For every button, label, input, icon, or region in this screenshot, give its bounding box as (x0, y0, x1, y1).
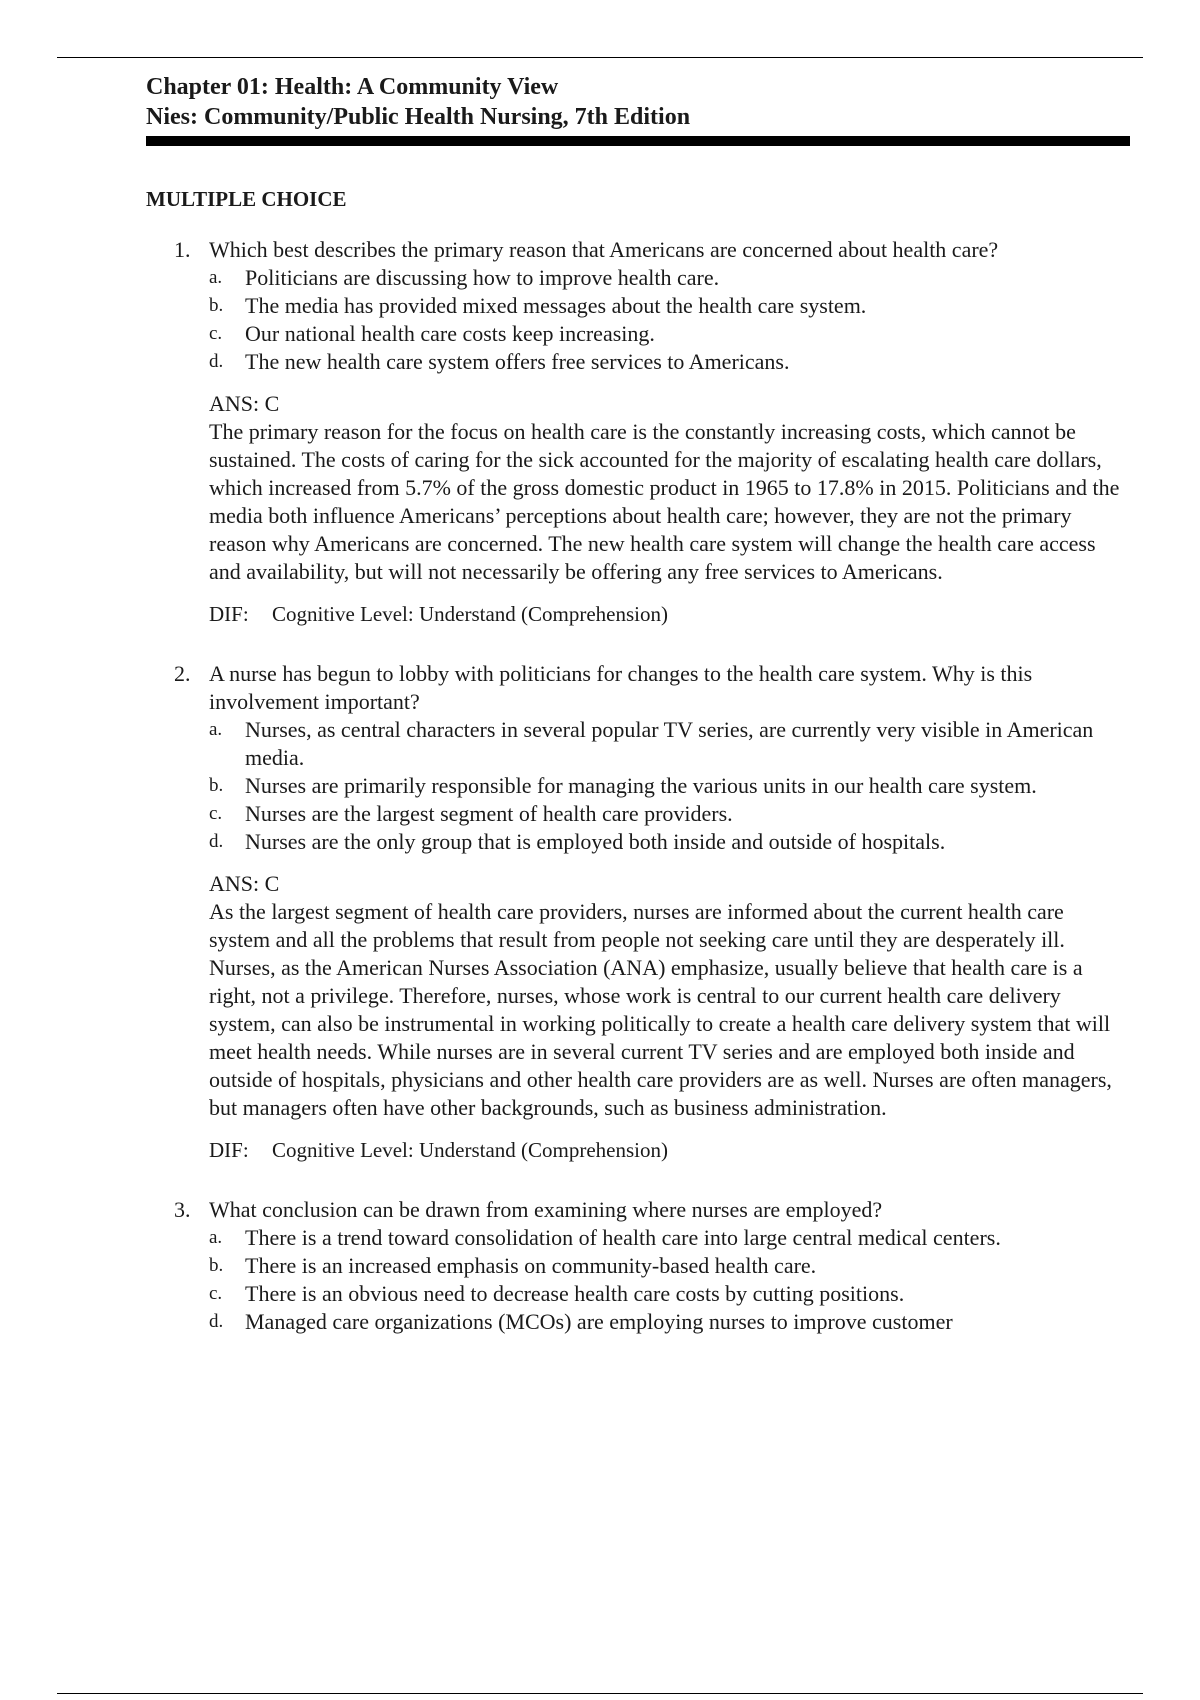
question-3 (146, 1196, 1126, 1336)
option-d (209, 828, 1126, 856)
option-letter: b. (209, 775, 224, 796)
option-text: There is an obvious need to decrease health care costs by cutting positions. (245, 1281, 905, 1306)
difficulty (209, 1136, 1126, 1164)
question-number: 3. (174, 1197, 191, 1222)
option-text: Politicians are discussing how to improve health care. (245, 265, 720, 290)
option-c (209, 320, 1126, 348)
option-text: The media has provided mixed messages about the health care system. (245, 293, 867, 318)
top-rule (57, 57, 1143, 58)
bottom-rule (57, 1693, 1143, 1694)
chapter-title: Chapter 01: Health: A Community View (146, 74, 559, 100)
option-b (209, 772, 1126, 800)
option-c (209, 800, 1126, 828)
option-letter: b. (209, 295, 224, 316)
option-a (209, 716, 1126, 772)
difficulty-label: DIF: (209, 602, 249, 626)
option-a (209, 264, 1126, 292)
question-1 (146, 236, 1126, 628)
option-text: Nurses, as central characters in several popular TV series, are currently very visible in American media. (245, 717, 1094, 770)
option-list (209, 716, 1126, 856)
option-text: There is an increased emphasis on community-based health care. (245, 1253, 817, 1278)
option-letter: d. (209, 1311, 224, 1332)
option-b (209, 1252, 1126, 1280)
question-2 (146, 660, 1126, 1164)
difficulty-value: Cognitive Level: Understand (Comprehension) (272, 1138, 668, 1162)
book-title: Nies: Community/Public Health Nursing, 7th Edition (146, 104, 691, 130)
header-rule (146, 136, 1130, 146)
option-letter: d. (209, 831, 224, 852)
option-letter: c. (209, 1283, 223, 1304)
option-letter: a. (209, 267, 223, 288)
option-letter: d. (209, 351, 224, 372)
option-letter: a. (209, 1227, 223, 1248)
document-header (146, 72, 1130, 146)
option-letter: a. (209, 719, 223, 740)
option-letter: c. (209, 323, 223, 344)
answer-rationale: As the largest segment of health care providers, nurses are informed about the current health care system and all the problems that result from people not seeking care until they are desperately ill. Nurses, as the American Nurses Association (ANA) emphasize, usually believe that health care is a right, not a privilege. Therefore, nurses, whose work is central to our current health care delivery system, can also be instrumental in working politically to create a health care delivery system that will meet health needs. While nurses are in several current TV series and are employed both inside and outside of hospitals, physicians and other health care providers are as well. Nurses are often managers, but managers often have other backgrounds, such as business administration. (209, 899, 1112, 1120)
answer-key: ANS: C (209, 391, 280, 416)
option-text: Nurses are the only group that is employed both inside and outside of hospitals. (245, 829, 946, 854)
question-number: 1. (174, 237, 191, 262)
question-list (146, 236, 1126, 1368)
option-text: Nurses are the largest segment of health care providers. (245, 801, 733, 826)
option-c (209, 1280, 1126, 1308)
option-d (209, 348, 1126, 376)
difficulty-label: DIF: (209, 1138, 249, 1162)
option-text: Our national health care costs keep increasing. (245, 321, 655, 346)
option-list (209, 1224, 1126, 1336)
section-title: MULTIPLE CHOICE (146, 187, 347, 211)
question-stem: A nurse has begun to lobby with politicians for changes to the health care system. Why is this involvement important? (209, 661, 1033, 714)
difficulty-value: Cognitive Level: Understand (Comprehension) (272, 602, 668, 626)
option-text: Nurses are primarily responsible for managing the various units in our health care system. (245, 773, 1037, 798)
option-d (209, 1308, 1126, 1336)
difficulty (209, 600, 1126, 628)
option-b (209, 292, 1126, 320)
question-stem: What conclusion can be drawn from examining where nurses are employed? (209, 1197, 883, 1222)
option-text: Managed care organizations (MCOs) are employing nurses to improve customer (245, 1309, 953, 1334)
option-letter: c. (209, 803, 223, 824)
option-list (209, 264, 1126, 376)
option-text: The new health care system offers free services to Americans. (245, 349, 790, 374)
answer-key: ANS: C (209, 871, 280, 896)
question-stem: Which best describes the primary reason that Americans are concerned about health care? (209, 237, 999, 262)
option-a (209, 1224, 1126, 1252)
answer-rationale: The primary reason for the focus on health care is the constantly increasing costs, which cannot be sustained. The costs of caring for the sick accounted for the majority of escalating health care dollars, which increased from 5.7% of the gross domestic product in 1965 to 17.8% in 2015. Politicians and the media both influence Americans’ perceptions about health care; however, they are not the primary reason why Americans are concerned. The new health care system will change the health care access and availability, but will not necessarily be offering any free services to Americans. (209, 419, 1120, 584)
option-letter: b. (209, 1255, 224, 1276)
question-number: 2. (174, 661, 191, 686)
option-text: There is a trend toward consolidation of health care into large central medical centers. (245, 1225, 1001, 1250)
